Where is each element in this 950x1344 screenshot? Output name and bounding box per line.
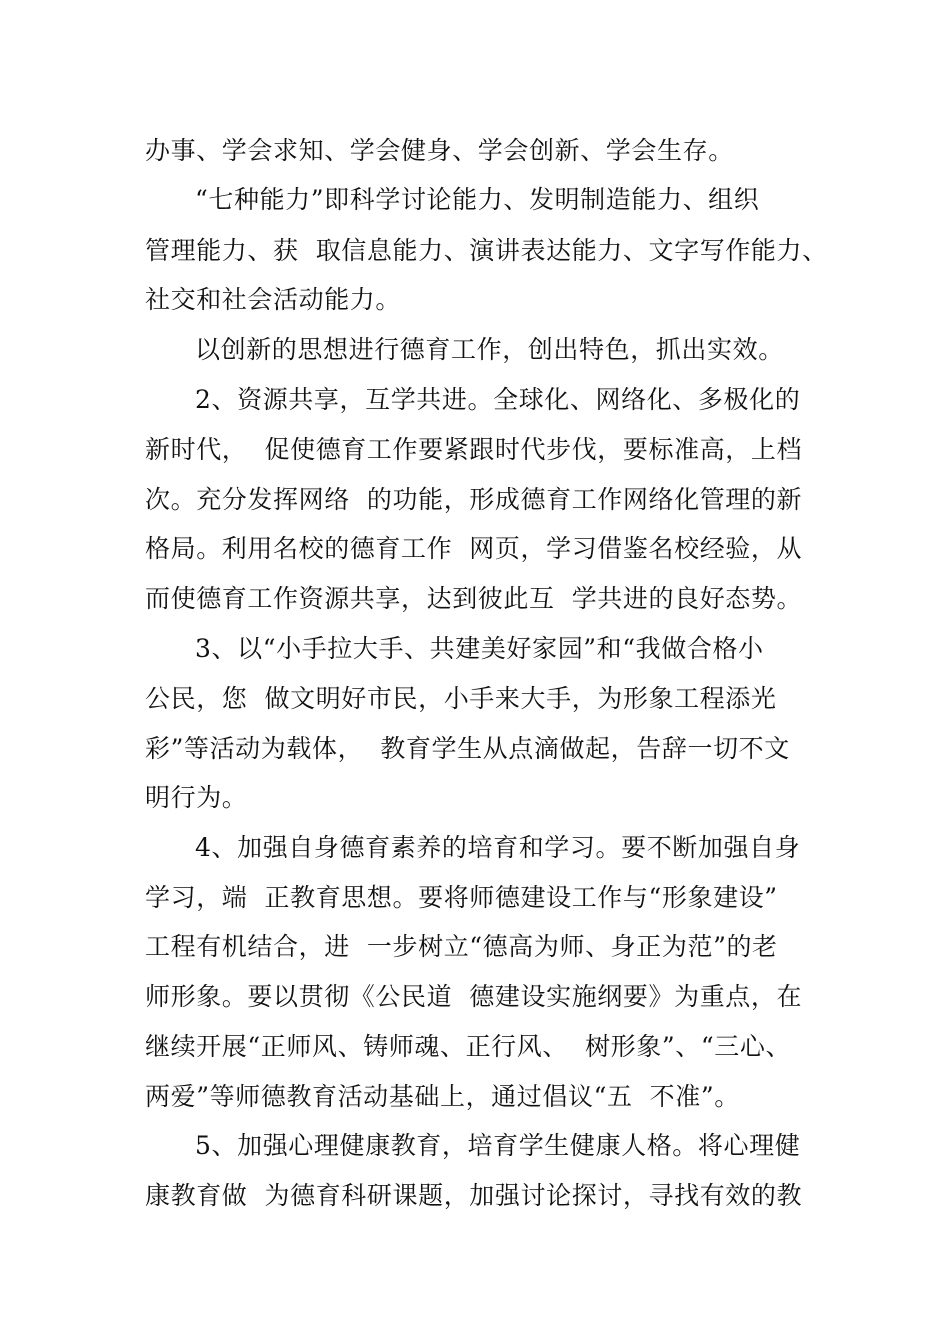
text-line: 继续开展“正师风、铸师魂、正行风、 树形象”、“三心、 bbox=[145, 1032, 792, 1061]
text-line: 办事、学会求知、学会健身、学会创新、学会生存。 bbox=[145, 136, 734, 165]
text-line: 而使德育工作资源共享，达到彼此互 学共进的良好态势。 bbox=[145, 584, 803, 613]
text-line: 新时代， 促使德育工作要紧跟时代步伐，要标准高，上档 bbox=[145, 435, 803, 464]
text-line: 彩”等活动为载体， 教育学生从点滴做起，告辞一切不文 bbox=[145, 734, 790, 763]
text-line: 社交和社会活动能力。 bbox=[145, 285, 402, 314]
text-line: 5、加强心理健康教育，培育学生健康人格。将心理健 bbox=[195, 1131, 801, 1160]
text-line: 管理能力、获 取信息能力、演讲表达能力、文字写作能力、 bbox=[145, 236, 828, 265]
text-line: 3、以“小手拉大手、共建美好家园”和“我做合格小 bbox=[195, 634, 764, 663]
text-line: 次。充分发挥网络 的功能，形成德育工作网络化管理的新 bbox=[145, 485, 803, 514]
text-line: 师形象。要以贯彻《公民道 德建设实施纲要》为重点，在 bbox=[145, 982, 803, 1011]
text-line: 公民，您 做文明好市民，小手来大手，为形象工程添光 bbox=[145, 684, 777, 713]
text-line: 以创新的思想进行德育工作，创出特色，抓出实效。 bbox=[195, 335, 784, 364]
text-line: 2、资源共享，互学共进。全球化、网络化、多极化的 bbox=[195, 385, 801, 414]
text-line: “七种能力”即科学讨论能力、发明制造能力、组织 bbox=[195, 185, 760, 214]
text-line: 4、加强自身德育素养的培育和学习。要不断加强自身 bbox=[195, 833, 801, 862]
text-line: 学习，端 正教育思想。要将师德建设工作与“形象建设” bbox=[145, 883, 778, 912]
text-line: 明行为。 bbox=[145, 783, 248, 812]
text-line: 格局。利用名校的德育工作 网页，学习借鉴名校经验，从 bbox=[145, 534, 803, 563]
text-line: 工程有机结合，进 一步树立“德高为师、身正为范”的老 bbox=[145, 932, 778, 961]
text-line: 康教育做 为德育科研课题，加强讨论探讨，寻找有效的教 bbox=[145, 1181, 803, 1210]
text-line: 两爱”等师德教育活动基础上，通过倡议“五 不准”。 bbox=[145, 1082, 740, 1111]
